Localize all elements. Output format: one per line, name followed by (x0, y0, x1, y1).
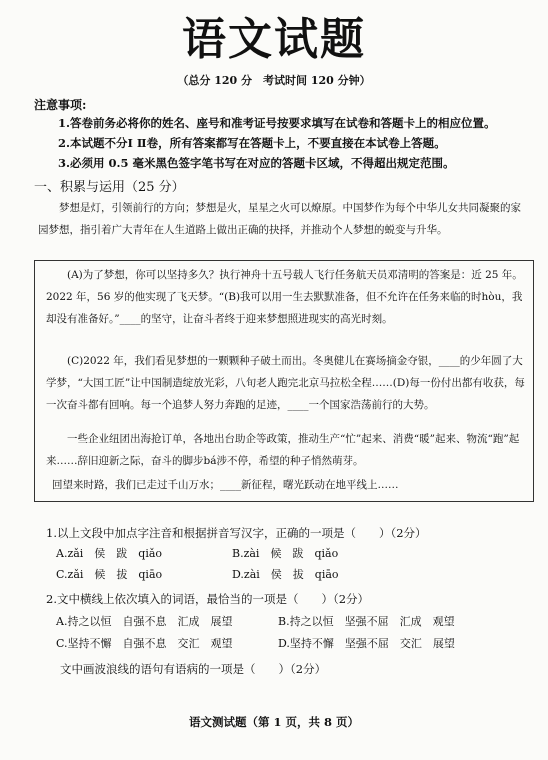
question-2-stem: 2.文中横线上依次填入的词语，最恰当的一项是（ ）（2分） (46, 592, 370, 606)
question-1-option-c: C.zǎi 候 拔 qiāo (56, 568, 163, 581)
passage-paragraph-3: 一些企业纽团出海抢订单，各地出台助企等政策，推动生产“忙”起来、消费“暖”起来、物流“跑”起来……辞旧迎新之际，奋斗的脚步bá涉不停，希望的种子悄然萌芽。 (46, 433, 520, 467)
passage-paragraph-2: (C)2022 年，我们看见梦想的一颗颗种子破土而出。冬奥健儿在赛场摘金夺银，____的少年圆了大学梦，“大国工匠”让中国制造绽放光彩，八旬老人跑完北京马拉松全程……(D)每一份付出都有收获，每一次奋斗都有回响。每一个追梦人努力奔跑的足迹，____一个国家浩荡前行的大势。 (46, 355, 525, 411)
question-2-option-a: A.持之以恒 自强不息 汇成 展望 (56, 615, 233, 628)
question-1-option-d: D.zài 侯 拔 qiāo (232, 568, 339, 581)
passage-paragraph-1: (A)为了梦想，你可以坚持多久？执行神舟十五号载人飞行任务航天员邓清明的答案是：近 25 年。2022 年，56 岁的他实现了飞天梦。“(B)我可以用一生去默默准备，但不允许在任务来临的时hòu，我却没有准备好。”____的坚守，让奋斗者终于迎来梦想照进现实的高光时刻。 (46, 269, 523, 325)
question-1-option-a: A.zǎi 侯 跋 qiǎo (56, 547, 163, 560)
question-3-stem: 文中画波浪线的语句有语病的一项是（ ）（2分） (60, 662, 327, 676)
question-2-option-d: D.坚持不懈 坚强不屈 交汇 展望 (278, 637, 455, 650)
passage-paragraph-4: 回望来时路，我们已走过千山万水；____新征程，曙光跃动在地平线上…… (52, 479, 399, 491)
section-heading: 一、积累与运用（25 分） (34, 180, 185, 195)
exam-title: 语文试题 (182, 14, 366, 65)
note-item-3: 3.必须用 0.5 毫米黑色签字笔书写在对应的答题卡区域，不得超出规定范围。 (58, 156, 455, 170)
page-footer: 语文测试题（第 1 页，共 8 页） (188, 715, 360, 729)
exam-subtitle: （总分 120 分 考试时间 120 分钟） (177, 74, 371, 87)
question-1-stem: 1.以上文段中加点字注音和根据拼音写汉字，正确的一项是（ ）（2分） (46, 526, 427, 540)
question-1-option-b: B.zài 候 跋 qiǎo (232, 547, 339, 560)
note-item-2: 2.本试题不分Ⅰ Ⅱ卷，所有答案都写在答题卡上，不要直接在本试卷上答题。 (58, 136, 446, 150)
section-intro: 梦想是灯，引领前行的方向；梦想是火，星星之火可以燎原。中国梦作为每个中华儿女共同凝聚的家园梦想，指引着广大青年在人生道路上做出正确的抉择，并推动个人梦想的蜕变与升华。 (38, 202, 521, 236)
note-item-1: 1.答卷前务必将你的姓名、座号和准考证号按要求填写在试卷和答题卡上的相应位置。 (58, 116, 496, 130)
question-2-option-b: B.持之以恒 坚强不屈 汇成 观望 (278, 615, 455, 628)
notes-heading: 注意事项: (34, 98, 87, 112)
question-2-option-c: C.坚持不懈 自强不息 交汇 观望 (56, 637, 233, 650)
